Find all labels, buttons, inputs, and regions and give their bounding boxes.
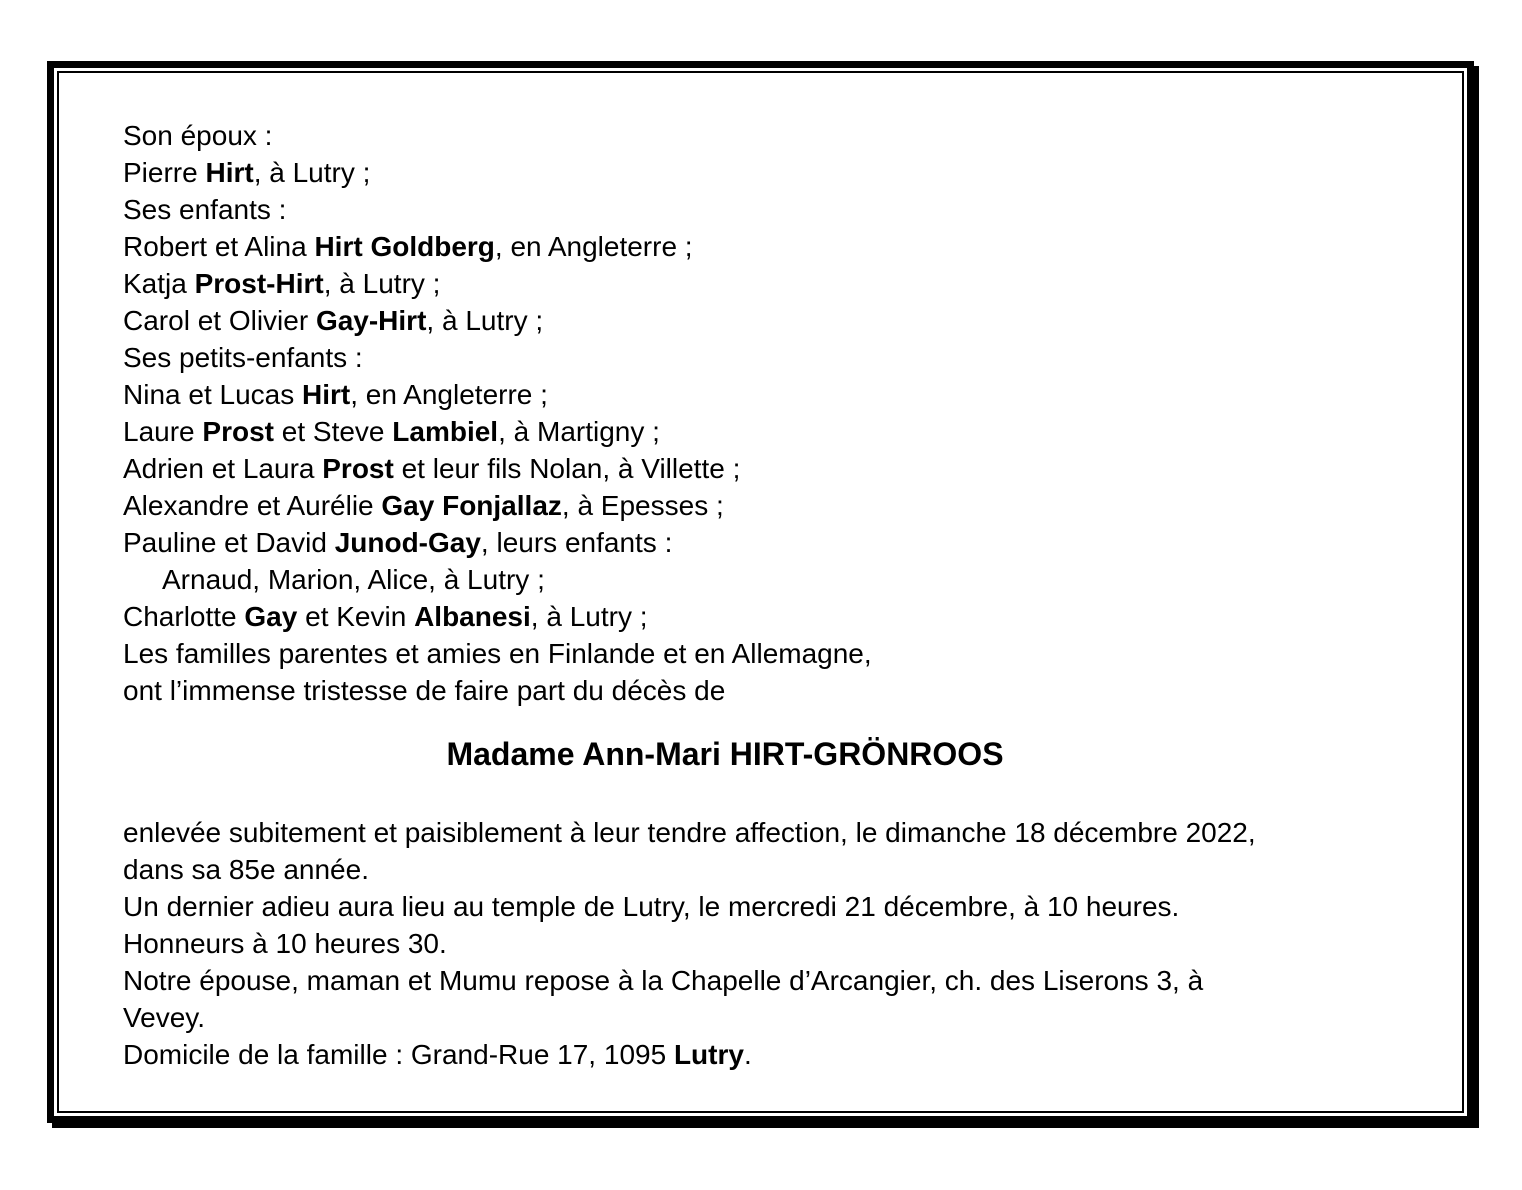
notice-line [123,888,1422,925]
notice-line-bold-run: Albanesi [414,601,531,632]
deceased-name-title: Madame Ann-Mari HIRT-GRÖNROOS [446,736,1004,772]
notice-line-run: Robert et Alina [123,231,315,262]
obituary-frame [47,61,1474,1123]
notice-line [123,228,1422,265]
notice-line-run: enlevée subitement et paisiblement à leur tendre affection, le dimanche 18 décembre 2022, [123,817,1256,848]
notice-line-bold-run: Gay-Hirt [315,305,427,336]
notice-line-run: . [743,1039,752,1070]
notice-line [123,999,1422,1036]
notice-line-run: Notre épouse, maman et Mumu repose à la Chapelle d’Arcangier, ch. des Liserons 3, à [123,965,1204,996]
notice-line-run: dans sa 85e année. [123,854,369,885]
notice-line-run: Katja [123,268,195,299]
notice-line-run: , à Lutry ; [323,268,441,299]
family-lines-block [123,117,1422,709]
notice-line-run: Pauline et David [123,527,335,558]
notice-line [123,117,1422,154]
notice-line-bold-run: Junod-Gay [334,527,481,558]
notice-line-run: Nina et Lucas [123,379,302,410]
notice-line-run: Carol et Olivier [123,305,316,336]
notice-line-run: Alexandre et Aurélie [123,490,382,521]
notice-line [123,598,1422,635]
notice-content [59,73,1462,1111]
notice-line [123,339,1422,376]
notice-line-run: Son époux : [123,120,273,151]
notice-line-bold-run: Lambiel [392,416,499,447]
notice-line-bold-run: Hirt [302,379,351,410]
body-lines-block [123,814,1422,1073]
notice-line-run: Charlotte [123,601,245,632]
notice-line-run: Domicile de la famille : Grand-Rue 17, 1095 [123,1039,674,1070]
notice-line-run: , à Martigny ; [498,416,660,447]
notice-line-bold-run: Prost [322,453,394,484]
notice-line-run: et Steve [273,416,393,447]
notice-line-run: Laure [123,416,203,447]
notice-line-run: Un dernier adieu aura lieu au temple de Lutry, le mercredi 21 décembre, à 10 heures. [123,891,1180,922]
notice-line-run: Adrien et Laura [123,453,323,484]
notice-line-run: , en Angleterre ; [350,379,548,410]
notice-line-run: , à Lutry ; [426,305,544,336]
notice-line [123,925,1422,962]
notice-line-bold-run: Hirt Goldberg [314,231,495,262]
notice-line-run: Arnaud, Marion, Alice, à Lutry ; [162,564,545,595]
notice-line [123,487,1422,524]
notice-line [123,524,1422,561]
notice-line-run: Vevey. [123,1002,205,1033]
notice-line [123,450,1422,487]
notice-line [123,635,1422,672]
notice-line-bold-run: Gay Fonjallaz [381,490,562,521]
notice-line [123,561,1422,598]
obituary-inner-border [57,71,1464,1113]
notice-line [123,265,1422,302]
notice-line [123,154,1422,191]
notice-line [123,191,1422,228]
notice-line-run: , à Lutry ; [253,157,371,188]
notice-line-bold-run: Lutry [673,1039,744,1070]
notice-line [123,376,1422,413]
notice-line-run: , en Angleterre ; [494,231,693,262]
notice-line-run: Pierre [123,157,206,188]
notice-line-run: , leurs enfants : [480,527,673,558]
notice-line [123,672,1422,709]
notice-line [123,962,1422,999]
notice-line-bold-run: Prost-Hirt [194,268,324,299]
notice-line [123,302,1422,339]
notice-line-run: Les familles parentes et amies en Finlande et en Allemagne, [123,638,872,669]
notice-line-run: ont l’immense tristesse de faire part du décès de [123,675,726,706]
notice-line [123,413,1422,450]
notice-line-run: , à Epesses ; [561,490,724,521]
notice-line-bold-run: Hirt [205,157,254,188]
notice-line-bold-run: Gay [244,601,298,632]
notice-line-run: Ses petits-enfants : [123,342,363,373]
notice-line [123,814,1422,851]
notice-line [123,1036,1422,1073]
notice-line [123,851,1422,888]
notice-line-run: et Kevin [297,601,415,632]
notice-line-run: Honneurs à 10 heures 30. [123,928,447,959]
notice-line-run: Ses enfants : [123,194,287,225]
notice-line-run: et leur fils Nolan, à Villette ; [393,453,741,484]
notice-line-bold-run: Prost [202,416,274,447]
notice-line-run: , à Lutry ; [530,601,648,632]
